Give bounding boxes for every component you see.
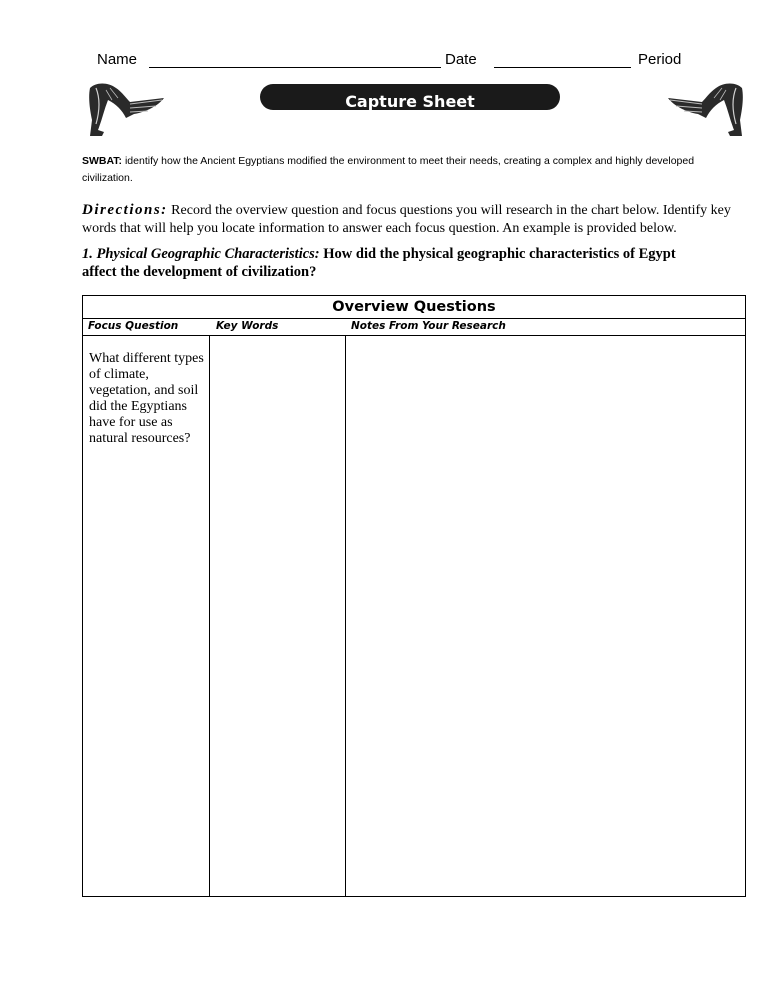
section-question-text: How did the physical geographic characteristics of Egypt affect the development of civilization? [82,246,676,280]
focus-question-cell: What different types of climate, vegetation, and soil did the Egyptians have for use as natural resources? [89,351,204,446]
section-question [82,245,702,281]
column-header-key-words: Key Words [216,320,279,332]
swbat-text: identify how the Ancient Egyptians modified the environment to meet their needs, creating a complex and highly developed civilization. [82,155,695,184]
winged-falcon-icon [86,80,166,138]
directions [82,201,752,238]
table-header-row [83,318,745,336]
directions-label: Directions: [82,202,168,218]
key-words-cell[interactable] [210,336,344,896]
winged-falcon-icon [666,80,746,138]
name-date-period-row [97,50,697,72]
period-label: Period [638,51,682,68]
column-header-focus-question: Focus Question [88,320,179,332]
swbat-label: SWBAT: [82,155,123,167]
capture-table [82,295,746,897]
column-header-notes: Notes From Your Research [351,320,506,332]
notes-cell[interactable] [346,336,745,896]
page-title [260,84,560,110]
date-field[interactable] [494,67,631,68]
date-label: Date [445,51,477,68]
directions-text: Record the overview question and focus questions you will research in the chart below. Identify key words that will help you locate information to answer each focus question. An example is provided below. [82,203,731,236]
swbat-statement [82,153,722,187]
name-label: Name [97,51,138,68]
page-title-text: Capture Sheet [345,92,475,110]
section-label: 1. Physical Geographic Characteristics: [82,246,320,262]
name-field[interactable] [149,67,441,68]
table-title: Overview Questions [332,299,496,315]
